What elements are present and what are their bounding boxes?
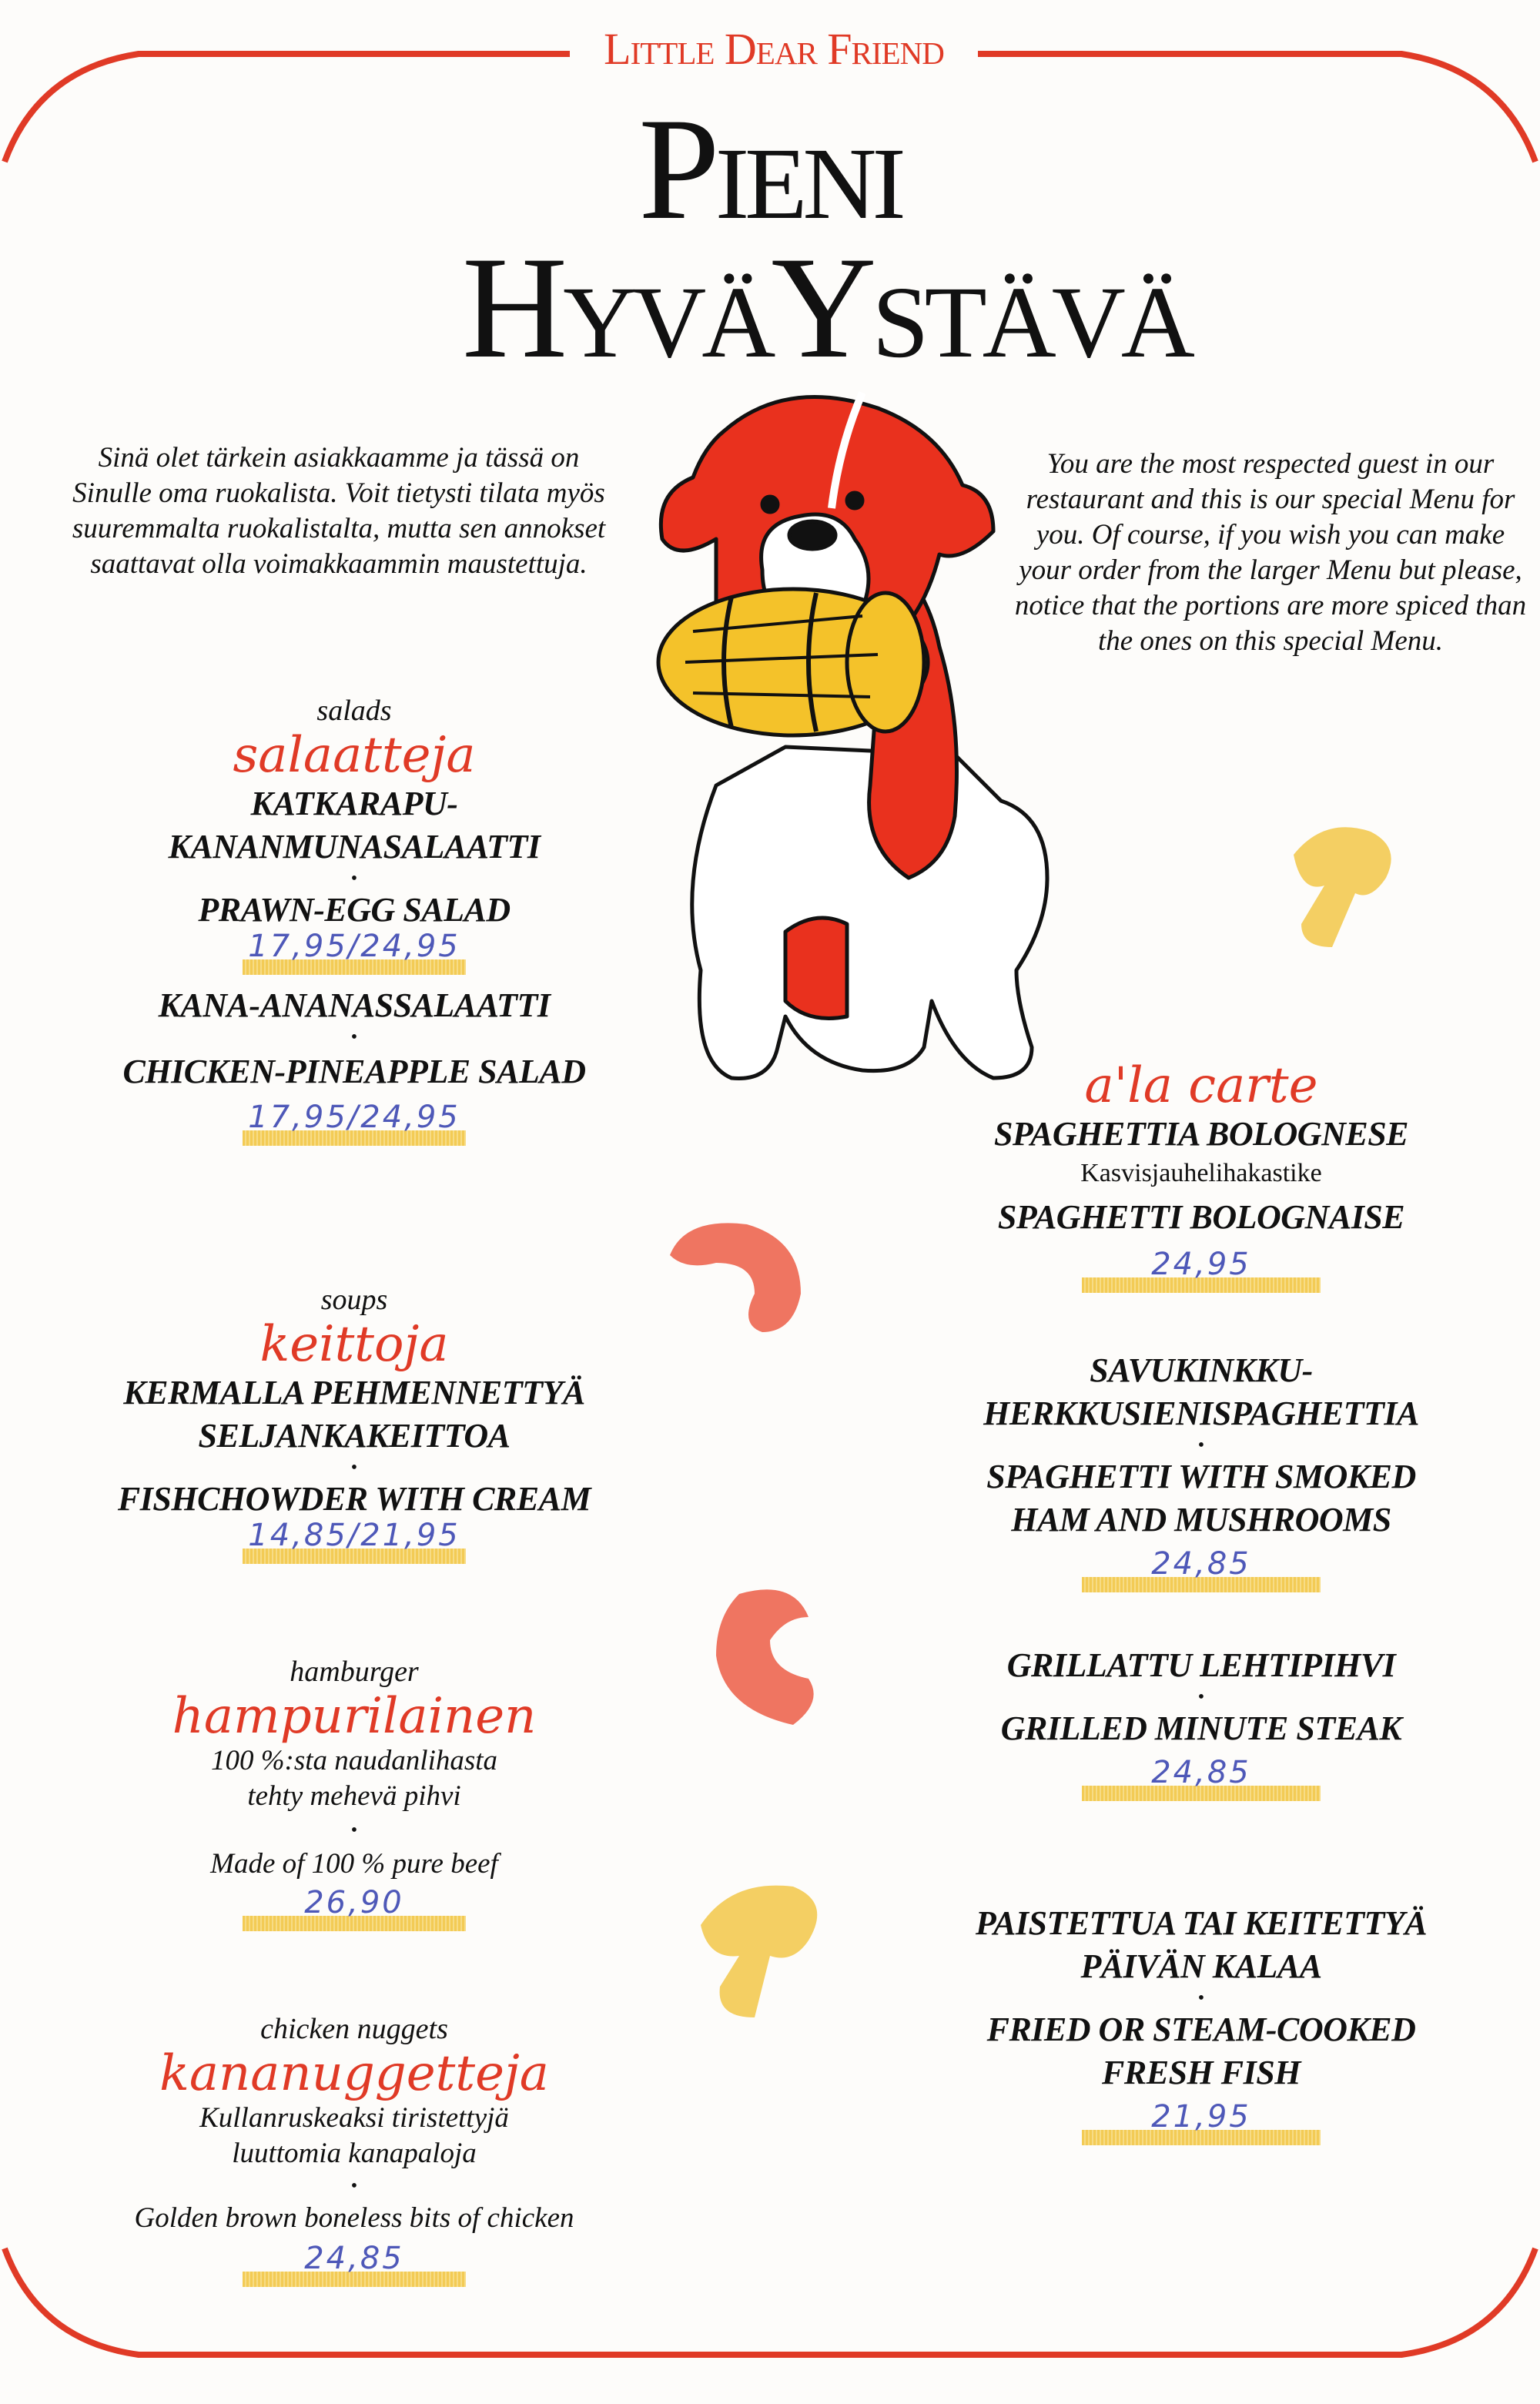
bullet: • xyxy=(350,1027,358,1047)
price-tag: 26,90 xyxy=(243,1888,466,1934)
salads-section xyxy=(46,693,662,1149)
category-english: soups xyxy=(320,1284,388,1316)
dish-name-fi: KANA-ANANASSALAATTI xyxy=(158,986,551,1024)
dog-with-barrel-illustration xyxy=(631,385,1078,1117)
bullet: • xyxy=(1197,1687,1205,1707)
dish-name-fi: GRILLATTU LEHTIPIHVI xyxy=(1006,1646,1396,1684)
category-script: kananuggetteja xyxy=(159,2045,549,2102)
dish-name-fi: KERMALLA PEHMENNETTYÄ SELJANKAKEITTOA xyxy=(123,1374,585,1455)
intro-finnish: Sinä olet tärkein asiakkaamme ja tässä on Sinulle oma ruokalista. Voit tietysti tilata myös suuremmalta ruokalistalta, mutta sen annokset saattavat olla voimakkaammin maustettuja. xyxy=(72,442,606,580)
dish-description-fi: Kullanruskeaksi tiristettyjä luuttomia kanapaloja xyxy=(199,2102,509,2169)
bullet: • xyxy=(350,2176,358,2196)
dish-name-en: SPAGHETTI WITH SMOKED HAM AND MUSHROOMS xyxy=(986,1458,1416,1538)
category-script: keittoja xyxy=(259,1316,449,1373)
alacarte-item xyxy=(920,1349,1482,1595)
title-line-2: HyväYstävä xyxy=(462,227,1190,389)
dish-name-en: FISHCHOWDER WITH CREAM xyxy=(117,1480,591,1518)
shrimp-icon xyxy=(654,1209,808,1340)
dish-name-en: SPAGHETTI BOLOGNAISE xyxy=(997,1198,1405,1236)
price-tag: 24,85 xyxy=(1082,1549,1321,1595)
dish-name-fi: SAVUKINKKU-HERKKUSIENISPAGHETTIA xyxy=(983,1351,1419,1432)
price-tag: 24,85 xyxy=(1082,1758,1321,1804)
category-english: hamburger xyxy=(290,1656,419,1688)
bullet: • xyxy=(1197,1988,1205,2008)
mushroom-icon xyxy=(678,1871,832,2025)
dish-name-en: FRIED OR STEAM-COOKED FRESH FISH xyxy=(986,2011,1416,2091)
bullet: • xyxy=(350,1820,358,1840)
category-english: chicken nuggets xyxy=(260,2013,448,2045)
dish-description-en: Golden brown boneless bits of chicken xyxy=(134,2202,574,2234)
price-tag: 17,95/24,95 xyxy=(243,932,466,978)
title-line-1: Pieni xyxy=(638,89,902,250)
dish-note: Kasvisjauhelihakastike xyxy=(1080,1159,1322,1187)
dish-name-fi: SPAGHETTIA BOLOGNESE xyxy=(993,1115,1409,1153)
bullet: • xyxy=(1197,1435,1205,1455)
alacarte-item xyxy=(920,1902,1482,2148)
alacarte-section xyxy=(920,1059,1482,1296)
price-tag: 24,95 xyxy=(1082,1250,1321,1296)
dish-name-en: PRAWN-EGG SALAD xyxy=(198,891,511,929)
dish-name-en: CHICKEN-PINEAPPLE SALAD xyxy=(122,1053,586,1090)
bullet: • xyxy=(350,869,358,889)
intro-english: You are the most respected guest in our restaurant and this is our special Menu for you. Of course, if you wish you can make your order from the larger Menu but please, notice that the portions are more spiced than the ones on this special Menu. xyxy=(1014,448,1527,657)
brand-name: Little Dear Friend xyxy=(570,23,978,75)
category-script: salaatteja xyxy=(233,727,476,784)
nuggets-section xyxy=(46,2011,662,2290)
category-english: salads xyxy=(316,695,392,727)
hamburger-section xyxy=(46,1654,662,1934)
dish-name-en: GRILLED MINUTE STEAK xyxy=(1000,1709,1402,1747)
dish-name-fi: PAISTETTUA TAI KEITETTYÄ PÄIVÄN KALAA xyxy=(975,1904,1428,1985)
shrimp-icon xyxy=(708,1579,832,1733)
price-tag: 24,85 xyxy=(243,2244,466,2290)
dish-description-fi: 100 %:sta naudanlihasta tehty mehevä pihvi xyxy=(210,1745,498,1812)
price-tag: 21,95 xyxy=(1082,2102,1321,2148)
page-title xyxy=(462,89,1190,389)
soups-section xyxy=(46,1282,662,1567)
price-tag: 17,95/24,95 xyxy=(243,1103,466,1149)
dish-name-fi: KATKARAPU-KANANMUNASALAATTI xyxy=(168,785,541,866)
mushroom-icon xyxy=(1263,816,1401,955)
dish-description-en: Made of 100 % pure beef xyxy=(210,1848,498,1880)
alacarte-item xyxy=(920,1644,1482,1804)
category-script: hampurilainen xyxy=(172,1688,537,1745)
bullet: • xyxy=(350,1458,358,1478)
category-script: a'la carte xyxy=(1084,1057,1318,1114)
price-tag: 14,85/21,95 xyxy=(243,1521,466,1567)
